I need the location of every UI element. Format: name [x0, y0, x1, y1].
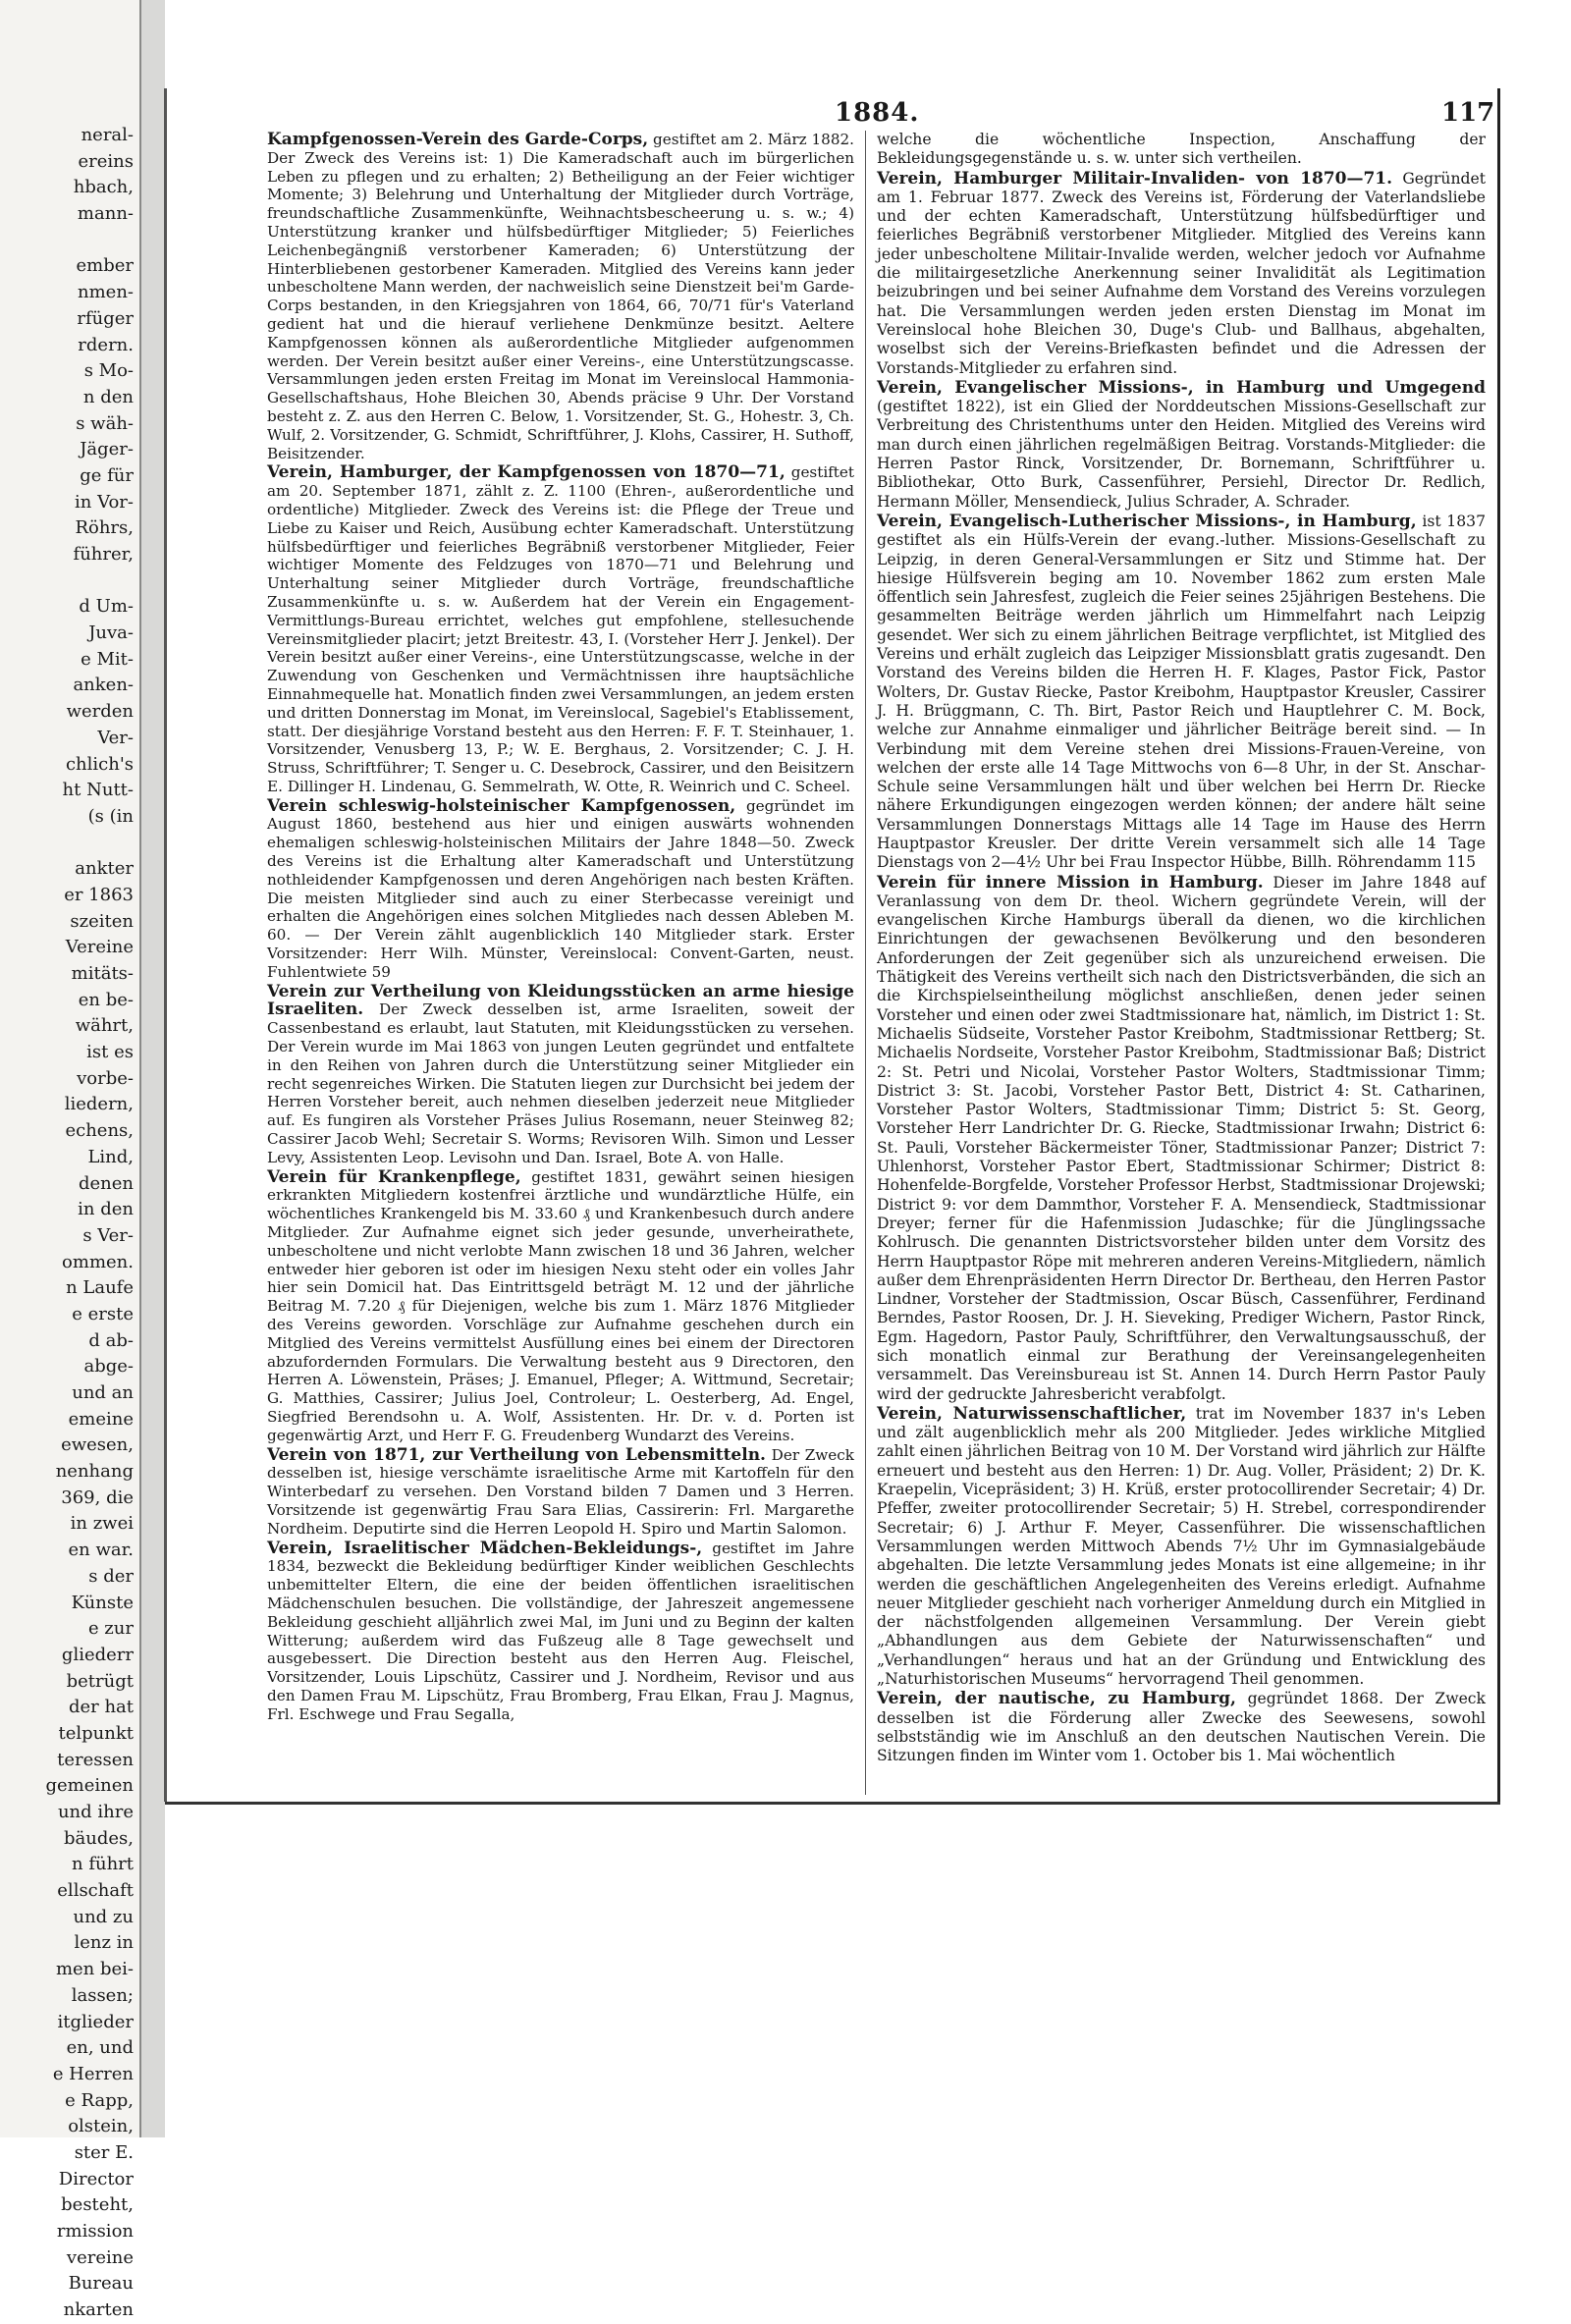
fragment-line: rmission: [56, 2221, 134, 2242]
fragment-line: Ver-: [97, 727, 134, 748]
entry-heading: Verein, der nautische, zu Hamburg,: [877, 1689, 1236, 1709]
society-entry: [267, 797, 854, 982]
column-divider: [865, 131, 866, 1795]
entry-text: ist 1837 gestiftet als ein Hülfs-Verein der evang.-luther. Missions-Gesellschaft zu Leipzig, in deren General-Versammlungen er Sitz und Stimme hat. Der hiesige Hülfsverein beging am 10. November 1862 zum ersten Male öffentlich sein Jahresfest, zugleich die Feier seines 25jährigen Bestehens. Die gesammelten Beiträge werden jährlich um Himmelfahrt nach Leipzig gesendet. Wer sich zu einem jährlichen Beitrage verpflichtet, ist Mitglied des Vereins und erhält zugleich das Leipziger Missionsblatt gratis zugesandt. Den Vorstand des Vereins bilden die Herren H. F. Klages, Pastor Fick, Pastor Wolters, Dr. Gustav Riecke, Pastor Kreibohm, Hauptpastor Kreusler, Cassirer J. H. Brüggmann, C. Th. Birt, Pastor Reich und Hauptlehrer C. M. Bock, welche zur Annahme einmaliger und jährlicher Beiträge bereit sind. — In Verbindung mit dem Vereine stehen drei Missions-Frauen-Vereine, von welchen der erste alle 14 Tage Mittwochs von 6—8 Uhr, in der St. Anschar-Schule seine Versammlungen hält und über welchen bei Herrn Dr. Riecke nähere Erkundigungen eingezogen werden können; der andere hält seine Versammlungen Donnerstags Mittags alle 14 Tage im Hause des Herrn Hauptpastor Kreusler. Der dritte Verein versammelt sich alle 14 Tage Dienstags von 2—4½ Uhr bei Frau Inspector Hübbe, Billh. Röhrendamm 115: [877, 512, 1486, 872]
fragment-line: olstein,: [68, 2116, 134, 2137]
fragment-line: mitäts-: [71, 963, 134, 984]
society-entry: [877, 874, 1486, 1404]
entry-text: Gegründet am 1. Februar 1877. Zweck des Vereins ist, Förderung der Vaterlandsliebe und der echten Kameradschaft, Unterstützung hülfsbedürftiger und feierliches Begräbniß verstorbener Mitglieder. Mitglied des Vereins kann jeder unbescholtene Militair-Invalide werden, welcher jedoch vor Aufnahme die militairgesetzliche Anerkennung seiner Invalidität als Legitimation beizubringen und bei seiner Aufnahme dem Vorstand des Vereins vorzulegen hat. Die Versammlungen werden jeden ersten Dienstag im Monat im Vereinslocal hohe Bleichen 30, Duge's Club- und Ballhaus, abgehalten, woselbst sich der Vereins-Briefkasten befindet und die Adressen der Vorstands-Mitglieder zu erfahren sind.: [877, 169, 1486, 377]
fragment-line: neral-: [81, 125, 134, 145]
fragment-line: hbach,: [73, 177, 134, 198]
fragment-line: nmen-: [78, 282, 134, 303]
fragment-line: betrügt: [66, 1670, 134, 1692]
fragment-line: Bureau: [68, 2273, 134, 2295]
entry-text: (gestiftet 1822), ist ein Glied der Norddeutschen Missions-Gesellschaft zur Verbreitung des Christenthums unter den Heiden. Mitglied des Vereins wird man durch einen jährlichen regelmäßigen Beitrag. Vorstands-Mitglieder: die Herren Pastor Rinck, Vorsitzender, Dr. Bornemann, Schriftführer u. Bibliothekar, Otto Burk, Cassenführer, Persiehl, Director Dr. Redlich, Hermann Möller, Mensendieck, Julius Schrader, A. Schrader.: [877, 398, 1486, 511]
left-page-edge: [0, 0, 141, 2321]
entry-heading: Verein von 1871, zur Vertheilung von Lebensmitteln.: [267, 1444, 766, 1465]
fragment-line: Künste: [71, 1592, 134, 1613]
fragment-line: Director: [58, 2168, 134, 2189]
fragment-line: e Rapp,: [65, 2089, 134, 2111]
fragment-line: lassen;: [71, 1984, 134, 2006]
fragment-line: s Ver-: [82, 1224, 134, 1246]
fragment-line: n den: [82, 386, 134, 407]
entry-text: gestiftet am 2. März 1882. Der Zweck des Vereins ist: 1) Die Kameradschaft auch im bürgerlichen Leben zu pflegen und zu erhalten; 2) Betheiligung an der Feier wichtiger Momente; 3) Belehrung und Unterhaltung der Mitglieder durch Vorträge, freundschaftliche Zusammenkünfte, Weihnachtsbescheerung u. s. w.; 4) Unterstützung kranker und hülfsbedürftiger Mitglieder; 5) Feierliches Leichenbegängniß verstorbener Kameraden; 6) Unterstützung der Hinterbliebenen gestorbener Kameraden. Mitglied des Vereins kann jeder unbescholtene Mann werden, der nachweislich seine Dienstzeit bei'm Garde-Corps bestanden, in den Kriegsjahren von 1864, 66, 70/71 für's Vaterland gedient hat und die hierauf verliehene Denkmünze besitzt. Aeltere Kampfgenossen können als außerordentliche Mitglieder aufgenommen werden. Der Verein besitzt außer einer Vereins-, eine Unterstützungscasse. Versammlungen jeden ersten Freitag im Monat im Vereinslocal Hammonia-Gesellschaftshaus, Hohe Bleichen 30, Abends präcise 9 Uhr. Der Vorstand besteht z. Z. aus den Herren C. Below, 1. Vorsitzender, St. G., Hohestr. 3, Ch. Wulf, 2. Vorsitzender, G. Schmidt, Schriftführer, J. Klohs, Cassirer, H. Suthoff, Beisitzender.: [267, 131, 854, 462]
entry-heading: Verein für innere Mission in Hamburg.: [877, 872, 1264, 892]
fragment-line: anken-: [73, 675, 134, 696]
fragment-line: Vereine: [65, 937, 134, 958]
entry-heading: Verein, Hamburger Militair-Invaliden- von 1870—71.: [877, 168, 1393, 189]
fragment-line: e Mit-: [81, 648, 134, 670]
fragment-line: itglieder: [57, 2011, 134, 2032]
fragment-line: Juva-: [88, 622, 134, 644]
fragment-line: ereins: [78, 150, 134, 172]
fragment-line: und an: [72, 1382, 134, 1403]
fragment-line: Röhrs,: [75, 517, 134, 539]
entry-text: trat im November 1837 in's Leben und zält augenblicklich mehr als 200 Mitglieder. Jedes wirkliche Mitglied zahlt einen jährlichen Beitrag von 10 M. Der Vorstand wird jährlich zur Hälfte erneuert und besteht aus den Herren: 1) Dr. Aug. Voller, Präsident; 2) Dr. K. Kraepelin, Vicepräsident; 3) H. Krüß, erster protocollirender Secretair; 4) Dr. Pfeffer, zweiter protocollirender Secretair; 5) H. Strebel, correspondirender Secretair; 6) J. Arthur F. Meyer, Cassenführer. Die wissenschaftlichen Versammlungen werden Mittwoch Abends 7½ Uhr im Gymnasialgebäude abgehalten. Die letzte Versammlung jedes Monats ist eine allgemeine; in ihr werden die geschäftlichen Angelegenheiten des Vereins erledigt. Aufnahme neuer Mitglieder geschieht nach vorheriger Anmeldung durch ein Mitglied in der nächstfolgenden allgemeinen Versammlung. Der Verein giebt „Abhandlungen aus dem Gebiete der Naturwissenschaften“ und „Verhandlungen“ heraus und hat an der Gründung und Entwicklung des „Naturhistorischen Museums“ hervorragend Theil genommen.: [877, 1404, 1486, 1689]
fragment-line: e erste: [72, 1303, 134, 1324]
fragment-line: und zu: [73, 1906, 134, 1927]
fragment-line: echens,: [65, 1120, 134, 1142]
fragment-line: mann-: [77, 203, 134, 225]
fragment-line: gemeinen: [45, 1775, 134, 1797]
fragment-line: e zur: [87, 1618, 134, 1640]
right-column: [877, 131, 1486, 1767]
fragment-line: und ihre: [57, 1802, 134, 1822]
fragment-line: s Mo-: [83, 360, 134, 382]
entry-heading: Verein, Naturwissenschaftlicher,: [877, 1403, 1187, 1424]
fragment-line: bäudes,: [64, 1827, 134, 1849]
entry-heading: Verein, Hamburger, der Kampfgenossen von 1870—71,: [267, 462, 786, 483]
society-entry: [877, 513, 1486, 873]
society-entry: [877, 170, 1486, 378]
fragment-line: teressen: [57, 1749, 134, 1770]
society-entry: [877, 1690, 1486, 1765]
fragment-line: n Laufe: [66, 1277, 134, 1299]
society-entry: [877, 131, 1486, 169]
fragment-line: ewesen,: [61, 1434, 134, 1456]
page-number: 117: [1441, 98, 1495, 128]
society-entry: [877, 1405, 1486, 1689]
fragment-line: n führt: [72, 1854, 134, 1875]
fragment-line: der hat: [68, 1697, 134, 1718]
entry-text: gestiftet am 20. September 1871, zählt z. Z. 1100 (Ehren-, außerordentliche und ordentliche) Mitglieder. Zweck des Vereins ist: die Pflege der Treue und Liebe zu Kaiser und Reich, Ausübung echter Kameradschaft. Unterstützung hülfsbedürftiger und feierliches Begräbniß verstorbener Mitglieder, Feier wichtiger Momente des Feldzuges von 1870—71 und Belehrung und Unterhaltung seiner Mitglieder durch Vorträge, freundschaftliche Zusammenkünfte u. s. w. Außerdem hat der Verein ein Engagement-Vermittlungs-Bureau errichtet, welches gut empfohlene, stellesuchende Vereinsmitglieder placirt; jetzt Breitestr. 43, I. (Vorsteher Herr J. Jenkel). Der Verein besitzt außer einer Vereins-, eine Unterstützungscasse, welche in der Zuwendung von Geschenken und Vermächtnissen ihre hauptsächliche Einnahmequelle hat. Monatlich finden zwei Versammlungen, an jedem ersten und dritten Donnerstag im Monat, im Vereinslocal, Sagebiel's Etablissement, statt. Der diesjährige Vorstand besteht aus den Herren: F. F. T. Steinhauer, 1. Vorsitzender, Venusberg 13, P.; W. E. Berghaus, 2. Vorsitzender; C. J. H. Struss, Schriftführer; T. Senger u. C. Desebrock, Cassirer, und den Beisitzern E. Dillinger H. Lindenau, G. Semmelrath, W. Otte, R. Weinrich und C. Scheel.: [267, 463, 854, 795]
entry-text: gestiftet im Jahre 1834, bezweckt die Bekleidung bedürftiger Kinder weiblichen Geschlechts unbemittelter Eltern, die eine der beiden öffentlichen israelitischen Mädchenschulen besuchen. Die vollständige, der Jahreszeit angemessene Bekleidung geschieht alljährlich zwei Mal, im Juni und zu Beginn der kalten Witterung; außerdem wird das Fußzeug alle 8 Tage gewechselt und ausgebessert. Die Direction besteht aus den Herren Aug. Fleischel, Vorsitzender, Louis Lipschütz, Cassirer und J. Nordheim, Revisor und aus den Damen Frau M. Lipschütz, Frau Bromberg, Frau Elkan, Frau J. Magnus, Frl. Eschwege und Frau Segalla,: [267, 1539, 854, 1723]
fragment-line: [0, 228, 139, 254]
entry-heading: Verein, Evangelisch-Lutherischer Missions-, in Hamburg,: [877, 511, 1417, 531]
entry-text: gestiftet 1831, gewährt seinen hiesigen erkrankten Mitgliedern kostenfrei ärztliche und wundärztliche Hülfe, ein wöchentliches Krankengeld bis M. 33.60 ₰ und Krankenbesuch durch andere Mitglieder. Zur Aufnahme eignet sich jeder gesunde, unverheirathete, unbescholtene und nicht verlobte Mann zwischen 18 und 36 Jahren, welcher entweder hier geboren ist oder im hiesigen Nexu steht oder ein volles Jahr hier sein Domicil hat. Das Eintrittsgeld beträgt M. 12 und der jährliche Beitrag M. 7.20 ₰ für Diejenigen, welche bis zum 1. März 1876 Mitglieder des Vereins geworden. Vorschläge zur Aufnahme geschehen durch ein Mitglied des Vereins vermittelst Ausfüllung eines bei einem der Directoren abzufordernden Formulars. Die Verwaltung besteht aus 9 Directoren, den Herren A. Löwenstein, Präses; J. Emanuel, Pfleger; A. Wittmund, Secretair; G. Matthies, Cassirer; Julius Joel, Controleur; L. Oesterberg, Ad. Engel, Siegfried Berendsohn u. A. Wolf, Assistenten. Hr. Dr. v. d. Porten ist gegenwärtig Arzt, und Herr F. G. Freudenberg Wundarzt des Vereins.: [267, 1167, 854, 1444]
fragment-line: [0, 831, 139, 857]
page-border-bottom: [165, 1802, 1500, 1805]
entry-heading: Verein zur Vertheilung von Kleidungsstücken an arme hiesige Israeliten.: [267, 981, 854, 1020]
fragment-line: telpunkt: [58, 1722, 134, 1744]
society-entry: [267, 1446, 854, 1539]
fragment-line: Jäger-: [80, 439, 134, 460]
fragment-line: führer,: [73, 544, 134, 565]
fragment-line: in zwei: [70, 1513, 134, 1535]
society-entry: [267, 463, 854, 795]
fragment-line: rfüger: [77, 307, 134, 329]
fragment-line: nkarten: [63, 2299, 134, 2321]
fragment-line: ge für: [80, 464, 134, 486]
entry-text: gegründet 1868. Der Zweck desselben ist die Förderung aller Zwecke des Seewesens, sowohl selbstständig wie im Anschluß an den deutschen Nautischen Verein. Die Sitzungen finden im Winter vom 1. October bis 1. Mai wöchentlich: [877, 1690, 1486, 1765]
entry-heading: Verein schleswig-holsteinischer Kampfgenossen,: [267, 795, 736, 816]
society-entry: [267, 131, 854, 462]
fragment-line: 369, die: [61, 1486, 134, 1508]
society-entry: [267, 1168, 854, 1445]
fragment-line: ist es: [86, 1042, 134, 1063]
fragment-line: gliederr: [61, 1644, 134, 1665]
left-page-fragments: [0, 123, 139, 2324]
fragment-line: d ab-: [88, 1329, 134, 1351]
entry-text: Der Zweck desselben ist, hiesige verschämte israelitische Arme mit Kartoffeln für den Winterbedarf zu versehen. Den Vorstand bilden 7 Damen und 3 Herren. Vorsitzende ist gegenwärtig Frau Sara Elias, Cassirerin: Frl. Margarethe Nordheim. Deputirte sind die Herren Leopold H. Spiro und Martin Salomon.: [267, 1445, 854, 1538]
society-entry: [267, 1540, 854, 1724]
fragment-line: emeine: [68, 1408, 134, 1430]
fragment-line: vereine: [66, 2246, 134, 2268]
entry-text: Dieser im Jahre 1848 auf Veranlassung von dem Dr. theol. Wichern gegründete Verein, will der evangelischen Kirche Hamburgs überall da dienen, wo die kirchlichen Einrichtungen der gewachsenen Bevölkerung und den besonderen Anforderungen der Zeit gegenüber sich als unzureichend erweisen. Die Thätigkeit des Vereins vertheilt sich nach den Districtsverbänden, die sich an die Kirchspielseintheilung möglichst anschließen, denen jeder seinen Vorsteher und einen oder zwei Stadtmissionare hat, nämlich, im District 1: St. Michaelis Südseite, Vorsteher Pastor Kreibohm, Stadtmissionar Rettberg; St. Michaelis Nordseite, Vorsteher Pastor Kreibohm, Stadtmissionar Baß; District 2: St. Petri und Nicolai, Vorsteher Pastor Wolters, Stadtmissionar Timm; District 3: St. Jacobi, Vorsteher Pastor Bett, District 4: St. Catharinen, Vorsteher Pastor Wolters, Stadtmissionar Timm; District 5: St. Georg, Vorsteher Herr Landrichter Dr. G. Riecke, Stadtmissionar Irwahn; District 6: St. Pauli, Vorsteher Bäckermeister Töner, Stadtmissionar Panzer; District 7: Uhlenhorst, Vorsteher Pastor Ebert, Stadtmissionar Schirmer; District 8: Hohenfelde-Borgfelde, Vorsteher Professor Herbst, Stadtmissionar Drojewski; District 9: vor dem Dammthor, Vorsteher F. A. Mensendieck, Stadtmissionar Dreyer; ferner für die Hafenmission Judaschke; für die Jünglingssache Kohlrusch. Die genannten Districtsvorsteher bilden unter dem Vorsitz des Herrn Hauptpastor Röpe mit mehreren anderen Vereins-Mitgliedern, nämlich außer dem Ehrenpräsidenten Herrn Director Dr. Bertheau, den Herren Pastor Lindner, Vorsteher der Stadtmission, Oscar Büsch, Cassenführer, Ferdinand Berndes, Pastor Roosen, Dr. J. H. Sieveking, Prediger Wichern, Pastor Rinck, Egm. Hagedorn, Pastor Pauly, Schriftführer, den Verwaltungsausschuß, der sich monatlich einmal zur Berathung der Vereinsangelegenheiten versammelt. Das Vereinsbureau ist St. Annen 14. Durch Herrn Pastor Pauly wird der gedruckte Jahresbericht verabfolgt.: [877, 873, 1486, 1403]
page-year: 1884.: [835, 98, 920, 128]
fragment-line: ommen.: [62, 1251, 134, 1272]
society-entry: [877, 379, 1486, 512]
fragment-line: d Um-: [79, 596, 134, 618]
fragment-line: ankter: [75, 858, 134, 880]
entry-heading: Verein, Israelitischer Mädchen-Bekleidungs-,: [267, 1538, 703, 1558]
fragment-line: szeiten: [70, 910, 134, 932]
fragment-line: vorbe-: [77, 1067, 134, 1089]
entry-heading: Kampfgenossen-Verein des Garde-Corps,: [267, 130, 649, 149]
fragment-line: s der: [88, 1565, 134, 1587]
fragment-line: en, und: [66, 2037, 134, 2059]
fragment-line: nenhang: [55, 1461, 134, 1483]
entry-text: Der Zweck desselben ist, arme Israeliten, soweit der Cassenbestand es erlaubt, laut Statuten, mit Kleidungsstücken zu versehen. Der Verein wurde im Mai 1863 von jungen Leuten gegründet und entfaltete in den Reihen von Jahren durch die Unterstützung seiner Mitglieder ein recht segenreiches Wirken. Die Statuten liegen zur Durchsicht bei jedem der Herren Vorsteher bereit, auch nehmen dieselben jederzeit neue Mitglieder auf. Es fungiren als Vorsteher Präses Julius Rosemann, neuer Steinweg 82; Cassirer Jacob Wehl; Secretair S. Worms; Revisoren Wilh. Simon und Lesser Levy, Assistenten Leop. Levisohn und Dan. Israel, Bote A. von Halle.: [267, 1000, 854, 1166]
entry-text: welche die wöchentliche Inspection, Anschaffung der Bekleidungsgegenstände u. s. w. unter sich vertheilen.: [877, 131, 1486, 168]
society-entry: [267, 983, 854, 1167]
fragment-line: s wäh-: [76, 412, 134, 434]
fragment-line: er 1863: [64, 884, 134, 905]
fragment-line: ht Nutt-: [62, 780, 134, 801]
fragment-line: lenz in: [74, 1932, 134, 1954]
fragment-line: liedern,: [64, 1094, 134, 1115]
fragment-line: in den: [78, 1199, 134, 1220]
entry-heading: Verein für Krankenpflege,: [267, 1166, 521, 1187]
fragment-line: währt,: [75, 1015, 134, 1037]
fragment-line: e Herren: [52, 2063, 134, 2084]
fragment-line: in Vor-: [75, 491, 134, 513]
left-column: [267, 131, 854, 1725]
fragment-line: besteht,: [61, 2194, 134, 2216]
fragment-line: abge-: [83, 1356, 134, 1378]
fragment-line: chlich's: [65, 753, 134, 775]
fragment-line: ster E.: [74, 2141, 134, 2163]
entry-heading: Verein, Evangelischer Missions-, in Hamburg und Umgegend: [877, 377, 1486, 398]
fragment-line: men bei-: [55, 1959, 134, 1980]
fragment-line: [0, 568, 139, 595]
fragment-line: (s (in: [87, 805, 134, 827]
fragment-line: rdern.: [78, 334, 134, 355]
fragment-line: ellschaft: [57, 1880, 134, 1902]
entry-text: gegründet im August 1860, bestehend aus hier und einigen auswärts wohnenden ehemaligen schleswig-holsteinischen Militairs der Jahre 1848—50. Zweck des Vereins ist die Erhaltung alter Kameradschaft und Unterstützung nothleidender Kampfgenossen und deren Angehörigen nach besten Kräften. Die meisten Mitglieder sind auch zu einer Sterbecasse vereinigt und erhalten die Angehörigen eines solchen Mitgliedes nach dessen Ableben M. 60. — Der Verein zählt augenblicklich 140 Mitglieder stark. Erster Vorsitzender: Herr Wilh. Münster, Vereinslocal: Convent-Garten, neust. Fuhlentwiete 59: [267, 796, 855, 981]
fragment-line: en be-: [78, 989, 134, 1010]
fragment-line: ember: [76, 255, 134, 277]
page-border-right: [1497, 88, 1500, 1802]
fragment-line: Lind,: [87, 1146, 134, 1167]
page-border-left: [164, 88, 167, 1802]
fragment-line: werden: [66, 701, 134, 723]
fragment-line: en war.: [68, 1540, 134, 1561]
fragment-line: denen: [78, 1172, 134, 1194]
